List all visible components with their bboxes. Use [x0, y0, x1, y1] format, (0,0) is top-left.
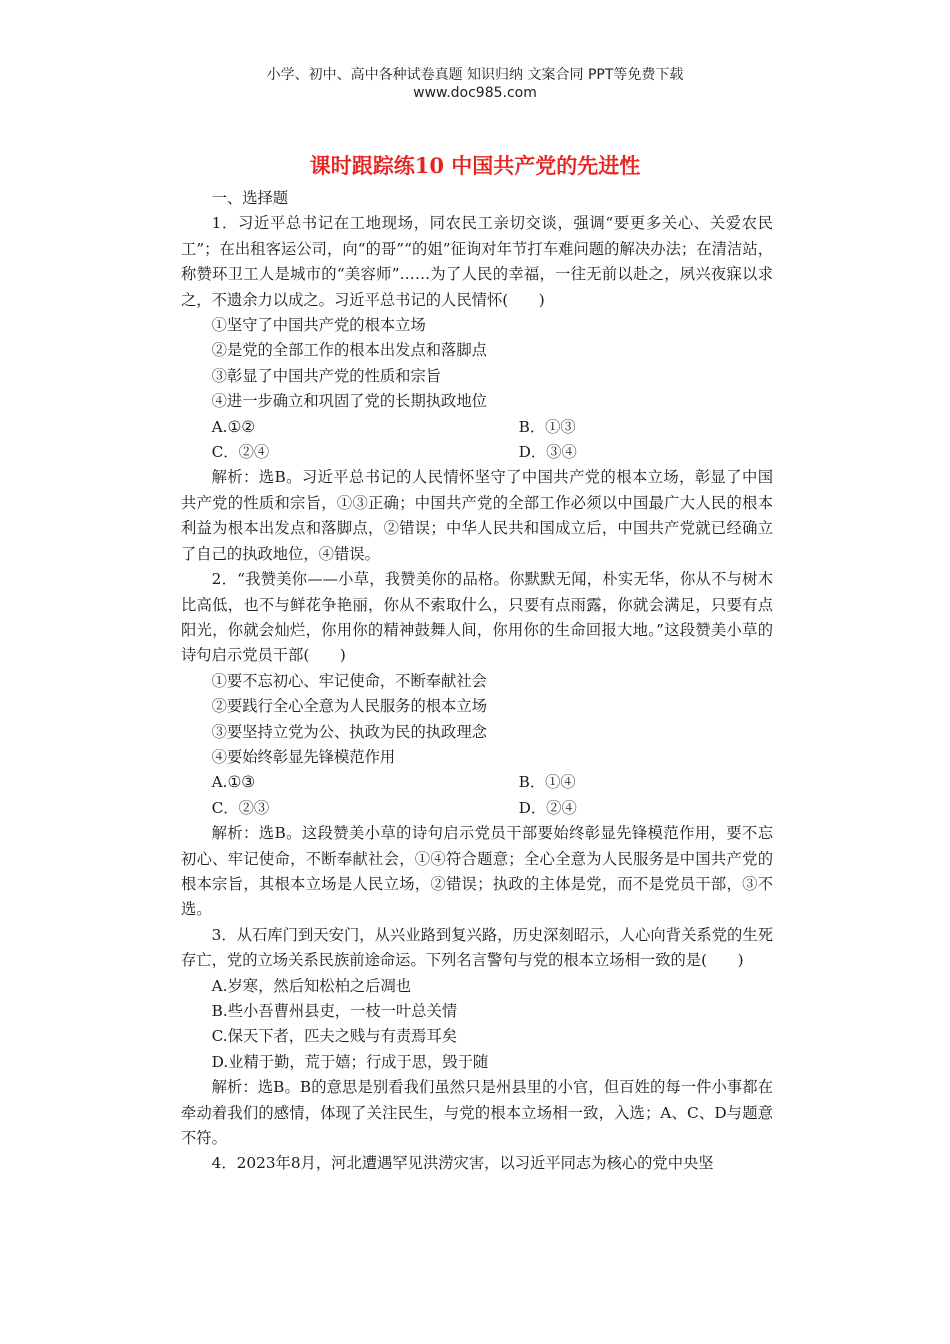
q2-choice-b: B．①④ — [518, 773, 576, 792]
q1-item-4: ④进一步确立和巩固了党的长期执政地位 — [211, 392, 487, 411]
header-tagline: 小学、初中、高中各种试卷真题 知识归纳 文案合同 PPT等免费下载 — [266, 67, 684, 83]
question-3-stem: 3．从石库门到天安门，从兴业路到复兴路，历史深刻昭示，人心向背关系党的生死存亡，党的立场关系民族前途命运。下列名言警句与党的根本立场相一致的是( ) — [181, 925, 773, 970]
q2-item-2: ②要践行全心全意为人民服务的根本立场 — [211, 697, 487, 716]
q3-option-a: A.岁寒，然后知松柏之后凋也 — [211, 976, 412, 995]
header-url[interactable]: www.doc985.com — [413, 85, 537, 101]
q1-choice-c: C．②④ — [211, 443, 270, 462]
q1-analysis: 解析：选B。习近平总书记的人民情怀坚守了中国共产党的根本立场，彰显了中国共产党的性质和宗旨，①③正确；中国共产党的全部工作必须以中国最广大人民的根本利益为根本出发点和落脚点，②错误；中华人民共和国成立后，中国共产党就已经确立了自己的执政地位，④错误。 — [181, 468, 773, 563]
site-header — [0, 66, 950, 102]
q2-item-4: ④要始终彰显先锋模范作用 — [211, 747, 396, 766]
q1-item-1: ①坚守了中国共产党的根本立场 — [211, 316, 426, 335]
q2-choice-a: A.①③ — [211, 773, 255, 792]
q2-choice-d: D．②④ — [518, 798, 577, 817]
q2-choices-row-2 — [181, 796, 773, 821]
document-body — [181, 186, 773, 1177]
q1-choice-a: A.①② — [211, 417, 255, 436]
q2-item-3: ③要坚持立党为公、执政为民的执政理念 — [211, 722, 487, 741]
q1-choice-d: D．③④ — [518, 443, 577, 462]
q1-item-2: ②是党的全部工作的根本出发点和落脚点 — [211, 341, 487, 360]
page-title: 课时跟踪练10 中国共产党的先进性 — [309, 153, 641, 178]
question-4-stem: 4．2023年8月，河北遭遇罕见洪涝灾害，以习近平同志为核心的党中央坚 — [211, 1154, 714, 1173]
q1-choices-row-1 — [181, 415, 773, 440]
q1-item-3: ③彰显了中国共产党的性质和宗旨 — [211, 366, 442, 385]
q3-option-b: B.些小吾曹州县吏，一枝一叶总关情 — [211, 1002, 458, 1020]
question-2-stem: 2．“我赞美你——小草，我赞美你的品格。你默默无闻，朴实无华，你从不与树木比高低，也不与鲜花争艳丽，你从不索取什么，只要有点雨露，你就会满足，只要有点阳光，你就会灿烂，你用你的精神鼓舞人间，你用你的生命回报大地。”这段赞美小草的诗句启示党员干部( ) — [181, 570, 773, 665]
q2-choices-row-1 — [181, 770, 773, 795]
q1-choices-row-2 — [181, 440, 773, 465]
section-heading: 一、选择题 — [211, 189, 289, 207]
q3-option-c: C.保天下者，匹夫之贱与有责焉耳矣 — [211, 1027, 458, 1046]
q3-option-d: D.业精于勤，荒于嬉；行成于思，毁于随 — [211, 1052, 489, 1071]
question-1-stem: 1．习近平总书记在工地现场，同农民工亲切交谈，强调“要更多关心、关爱农民工”；在出租客运公司，向“的哥”“的姐”征询对年节打车难问题的解决办法；在清洁站，称赞环卫工人是城市的“美容师”……为了人民的幸福，一往无前以赴之，夙兴夜寐以求之，不遗余力以成之。习近平总书记的人民情怀( ) — [181, 214, 773, 309]
q3-analysis: 解析：选B。B的意思是别看我们虽然只是州县里的小官，但百姓的每一件小事都在牵动着我们的感情，体现了关注民生，与党的根本立场相一致，入选；A、C、D与题意不符。 — [181, 1078, 773, 1148]
q2-choice-c: C．②③ — [211, 798, 270, 817]
q1-choice-b: B．①③ — [518, 417, 576, 436]
q2-analysis: 解析：选B。这段赞美小草的诗句启示党员干部要始终彰显先锋模范作用，要不忘初心、牢记使命，不断奉献社会，①④符合题意；全心全意为人民服务是中国共产党的根本宗旨，其根本立场是人民立场，②错误；执政的主体是党，而不是党员干部，③不选。 — [181, 824, 773, 919]
q2-item-1: ①要不忘初心、牢记使命，不断奉献社会 — [211, 671, 487, 690]
